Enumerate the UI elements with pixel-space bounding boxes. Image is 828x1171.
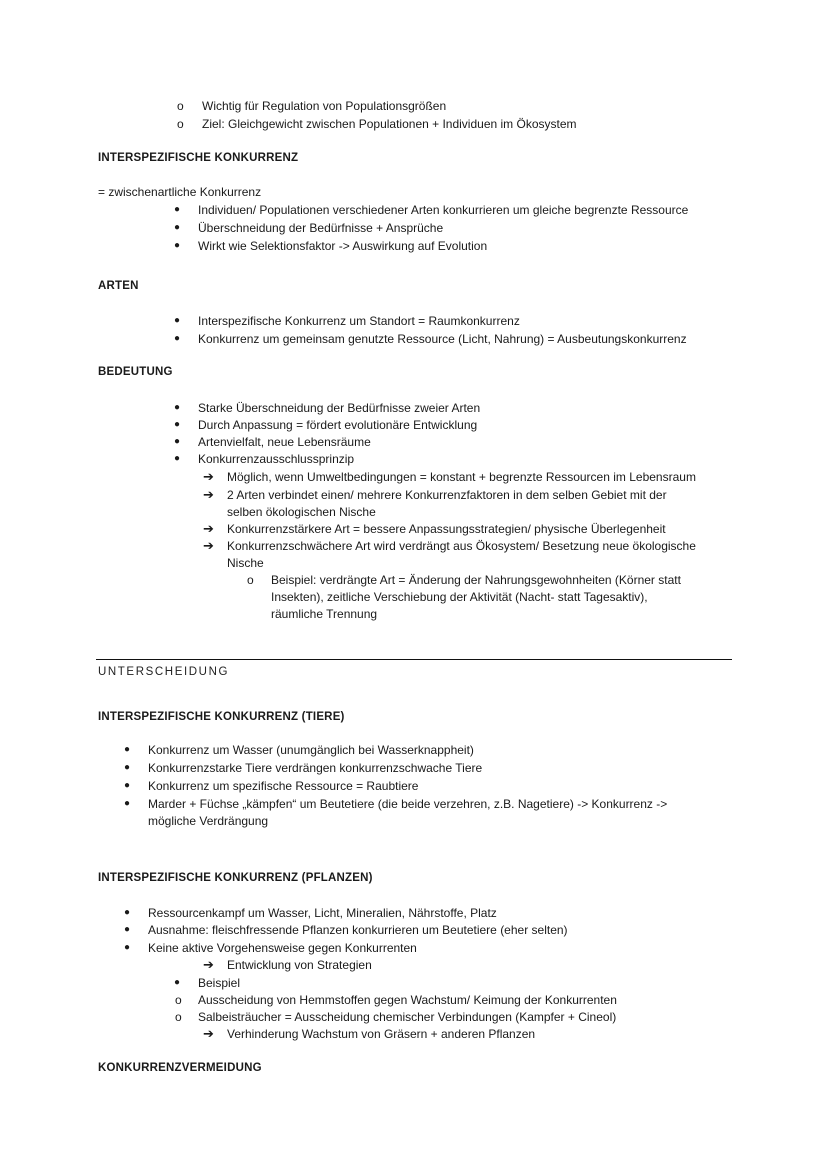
list-item: Artenvielfalt, neue Lebensräume <box>198 435 371 449</box>
list-item: Wirkt wie Selektionsfaktor -> Auswirkung auf Evolution <box>198 239 488 253</box>
bullet-icon: ● <box>174 436 181 447</box>
definition: = zwischenartliche Konkurrenz <box>98 185 262 199</box>
arrow-right-icon: ➔ <box>203 538 214 553</box>
section-divider <box>96 659 732 660</box>
circle-bullet-icon: o <box>175 993 182 1007</box>
circle-bullet-icon: o <box>177 99 184 113</box>
arrow-right-icon: ➔ <box>203 469 214 484</box>
arrow-item: Konkurrenzstärkere Art = bessere Anpassungsstrategien/ physische Überlegenheit <box>227 522 666 536</box>
bullet-icon: ● <box>174 315 181 326</box>
bullet-icon: ● <box>174 204 181 215</box>
list-item: Konkurrenzstarke Tiere verdrängen konkurrenzschwache Tiere <box>148 761 483 775</box>
bullet-icon: ● <box>124 942 131 953</box>
arrow-item: Möglich, wenn Umweltbedingungen = konstant + begrenzte Ressourcen im Lebensraum <box>227 470 696 484</box>
section-heading-konkurrenzvermeidung: KONKURRENZVERMEIDUNG <box>98 1062 262 1074</box>
list-item: Marder + Füchse „kämpfen“ um Beutetiere (die beide verzehren, z.B. Nagetiere) -> Konkurrenz -> <box>148 797 668 811</box>
list-item: Starke Überschneidung der Bedürfnisse zweier Arten <box>198 401 481 415</box>
list-item: Interspezifische Konkurrenz um Standort = Raumkonkurrenz <box>198 314 520 328</box>
bullet-icon: ● <box>124 762 131 773</box>
arrow-item: Entwicklung von Strategien <box>227 958 372 972</box>
example-item: Beispiel: verdrängte Art = Änderung der Nahrungsgewohnheiten (Körner statt <box>271 573 681 587</box>
bullet-icon: ● <box>174 453 181 464</box>
bullet-icon: ● <box>174 977 181 988</box>
section-heading-tiere: INTERSPEZIFISCHE KONKURRENZ (TIERE) <box>98 711 345 723</box>
list-item: Konkurrenz um Wasser (unumgänglich bei Wasserknappheit) <box>148 743 474 757</box>
list-item: Beispiel <box>198 976 241 990</box>
bullet-icon: ● <box>174 419 181 430</box>
bullet-icon: ● <box>174 240 181 251</box>
list-item-continuation: mögliche Verdrängung <box>148 814 269 828</box>
list-item: Konkurrenz um gemeinsam genutzte Ressource (Licht, Nahrung) = Ausbeutungskonkurrenz <box>198 332 687 346</box>
list-item: Individuen/ Populationen verschiedener Arten konkurrieren um gleiche begrenzte Ressource <box>198 203 689 217</box>
list-item: Konkurrenzausschlussprinzip <box>198 452 355 466</box>
arrow-right-icon: ➔ <box>203 487 214 502</box>
arrow-item-continuation: selben ökologischen Nische <box>227 505 376 519</box>
arrow-item: Verhinderung Wachstum von Gräsern + anderen Pflanzen <box>227 1027 536 1041</box>
list-item: Ziel: Gleichgewicht zwischen Populationen + Individuen im Ökosystem <box>202 117 577 131</box>
list-item: Konkurrenz um spezifische Ressource = Raubtiere <box>148 779 419 793</box>
section-heading-interspezifische-konkurrenz: INTERSPEZIFISCHE KONKURRENZ <box>98 152 299 164</box>
bullet-icon: ● <box>174 333 181 344</box>
bullet-icon: ● <box>124 907 131 918</box>
circle-bullet-icon: o <box>177 117 184 131</box>
arrow-right-icon: ➔ <box>203 957 214 972</box>
circle-bullet-icon: o <box>175 1010 182 1024</box>
bullet-icon: ● <box>124 744 131 755</box>
bullet-icon: ● <box>174 402 181 413</box>
bullet-icon: ● <box>124 798 131 809</box>
sub-item: Ausscheidung von Hemmstoffen gegen Wachstum/ Keimung der Konkurrenten <box>198 993 617 1007</box>
list-item: Durch Anpassung = fördert evolutionäre Entwicklung <box>198 418 478 432</box>
bullet-icon: ● <box>124 780 131 791</box>
list-item: Keine aktive Vorgehensweise gegen Konkurrenten <box>148 941 417 955</box>
arrow-right-icon: ➔ <box>203 521 214 536</box>
sub-item: Salbeisträucher = Ausscheidung chemischer Verbindungen (Kampfer + Cineol) <box>198 1010 617 1024</box>
section-heading-pflanzen: INTERSPEZIFISCHE KONKURRENZ (PFLANZEN) <box>98 872 373 884</box>
arrow-item: Konkurrenzschwächere Art wird verdrängt aus Ökosystem/ Besetzung neue ökologische <box>227 539 696 553</box>
list-item: Ausnahme: fleischfressende Pflanzen konkurrieren um Beutetiere (eher selten) <box>148 923 568 937</box>
circle-bullet-icon: o <box>247 573 254 587</box>
list-item: Ressourcenkampf um Wasser, Licht, Mineralien, Nährstoffe, Platz <box>148 906 497 920</box>
arrow-item: 2 Arten verbindet einen/ mehrere Konkurrenzfaktoren in dem selben Gebiet mit der <box>227 488 667 502</box>
arrow-item-continuation: Nische <box>227 556 264 570</box>
list-item: Wichtig für Regulation von Populationsgrößen <box>202 99 447 113</box>
section-heading-bedeutung: BEDEUTUNG <box>98 366 173 378</box>
list-item: Überschneidung der Bedürfnisse + Ansprüche <box>198 221 444 235</box>
section-heading-arten: ARTEN <box>98 280 139 292</box>
arrow-right-icon: ➔ <box>203 1026 214 1041</box>
example-item-continuation: räumliche Trennung <box>271 607 378 621</box>
bullet-icon: ● <box>124 924 131 935</box>
example-item-continuation: Insekten), zeitliche Verschiebung der Aktivität (Nacht- statt Tagesaktiv), <box>271 590 648 604</box>
section-heading-unterscheidung: UNTERSCHEIDUNG <box>98 666 230 678</box>
bullet-icon: ● <box>174 222 181 233</box>
